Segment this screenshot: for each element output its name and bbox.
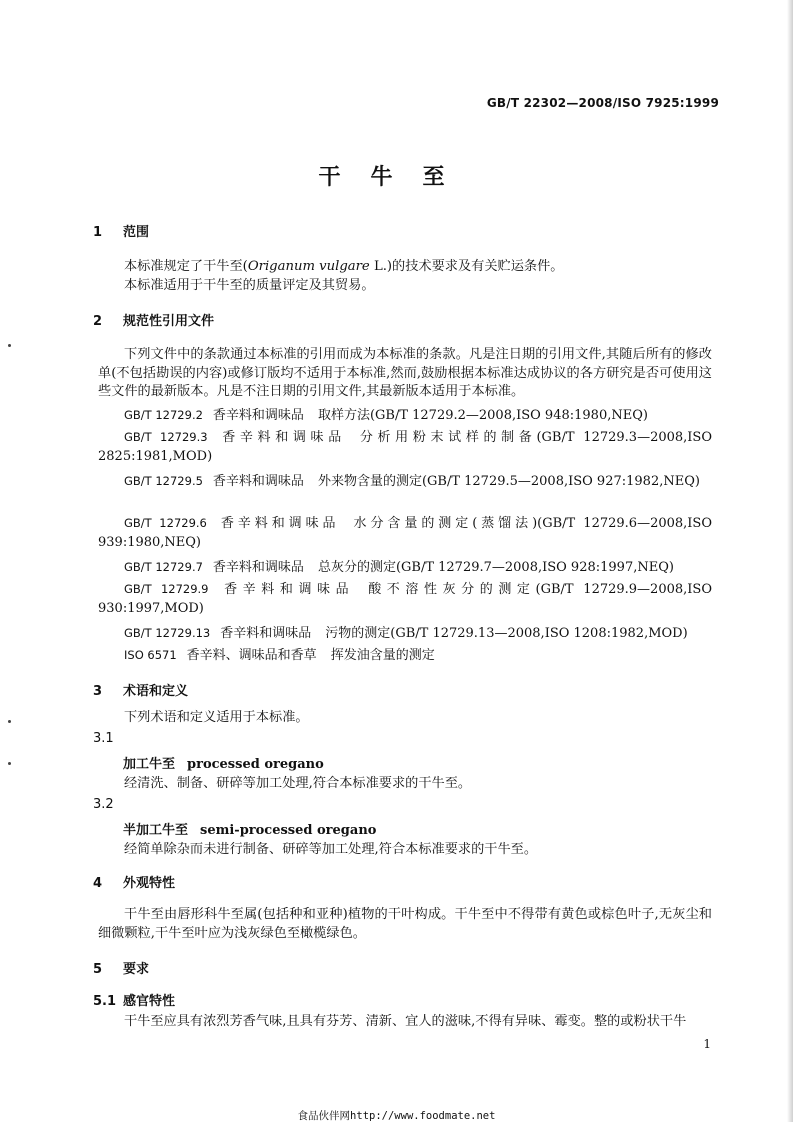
appearance-paragraph: 干牛至由唇形科牛至属(包括种和亚种)植物的干叶构成。干牛至中不得带有黄色或棕色叶子,无灰尘和细微颗粒,干牛至叶应为浅灰绿色至橄榄绿色。 xyxy=(98,907,712,941)
normative-references-intro: 下列文件中的条款通过本标准的引用而成为本标准的条款。凡是注日期的引用文件,其随后所有的修改单(不包括勘误的内容)或修订版均不适用于本标准,然而,鼓励根据本标准达成协议的各方研究是否可使用这些文件的最新版本。凡是不注日期的引用文件,其最新版本适用于本标准。 xyxy=(98,347,712,399)
section-5-1-heading: 5.1 感官特性 xyxy=(93,994,176,1009)
section-3-heading: 3 术语和定义 xyxy=(93,684,189,699)
section-5-heading: 5 要求 xyxy=(93,962,150,977)
reference-item: GB/T 12729.2 香辛料和调味品 取样方法(GB/T 12729.2—2008,ISO 948:1980,NEQ) xyxy=(124,408,648,423)
term-definition: 经清洗、制备、研碎等加工处理,符合本标准要求的干牛至。 xyxy=(124,776,472,791)
reference-item: GB/T 12729.13 香辛料和调味品 污物的测定(GB/T 12729.13—2008,ISO 1208:1982,MOD) xyxy=(124,626,688,641)
reference-item: GB/T 12729.3 香辛料和调味品 分析用粉末试样的制备(GB/T 12729.3—2008,ISO 2825:1981,MOD) xyxy=(98,430,712,464)
terms-intro: 下列术语和定义适用于本标准。 xyxy=(124,710,309,725)
sensory-paragraph: 干牛至应具有浓烈芳香气味,且具有芬芳、清新、宜人的滋味,不得有异味、霉变。整的或粉状干牛 xyxy=(124,1014,687,1029)
section-1-heading: 1 范围 xyxy=(93,225,150,240)
scan-speck xyxy=(8,720,11,723)
scan-speck xyxy=(8,762,11,765)
term-number: 3.1 xyxy=(93,731,114,746)
scope-paragraph-2: 本标准适用于干牛至的质量评定及其贸易。 xyxy=(124,278,375,293)
reference-item: ISO 6571 香辛料、调味品和香草 挥发油含量的测定 xyxy=(124,648,435,663)
term-definition: 经简单除杂而未进行制备、研碎等加工处理,符合本标准要求的干牛至。 xyxy=(124,842,538,857)
section-2-heading: 2 规范性引用文件 xyxy=(93,314,215,329)
document-title: 干牛至 xyxy=(318,164,475,190)
term-heading: 加工牛至 processed oregano xyxy=(123,757,324,772)
scan-speck xyxy=(8,344,11,347)
reference-item: GB/T 12729.6 香辛料和调味品 水分含量的测定(蒸馏法)(GB/T 12729.6—2008,ISO 939:1980,NEQ) xyxy=(98,516,712,550)
standard-code: GB/T 22302—2008/ISO 7925:1999 xyxy=(486,96,719,110)
section-4-heading: 4 外观特性 xyxy=(93,876,176,891)
reference-item: GB/T 12729.5 香辛料和调味品 外来物含量的测定(GB/T 12729.5—2008,ISO 927:1982,NEQ) xyxy=(124,474,700,489)
term-number: 3.2 xyxy=(93,797,114,812)
reference-item: GB/T 12729.9 香辛料和调味品 酸不溶性灰分的测定(GB/T 12729.9—2008,ISO 930:1997,MOD) xyxy=(98,582,712,616)
page-number: 1 xyxy=(703,1037,711,1051)
term-heading: 半加工牛至 semi-processed oregano xyxy=(123,823,377,838)
scope-paragraph-1: 本标准规定了干牛至(Origanum vulgare L.)的技术要求及有关贮运条件。 xyxy=(124,259,564,274)
reference-item: GB/T 12729.7 香辛料和调味品 总灰分的测定(GB/T 12729.7—2008,ISO 928:1997,NEQ) xyxy=(124,560,674,575)
footer-watermark: 食品伙伴网http://www.foodmate.net xyxy=(297,1110,496,1122)
